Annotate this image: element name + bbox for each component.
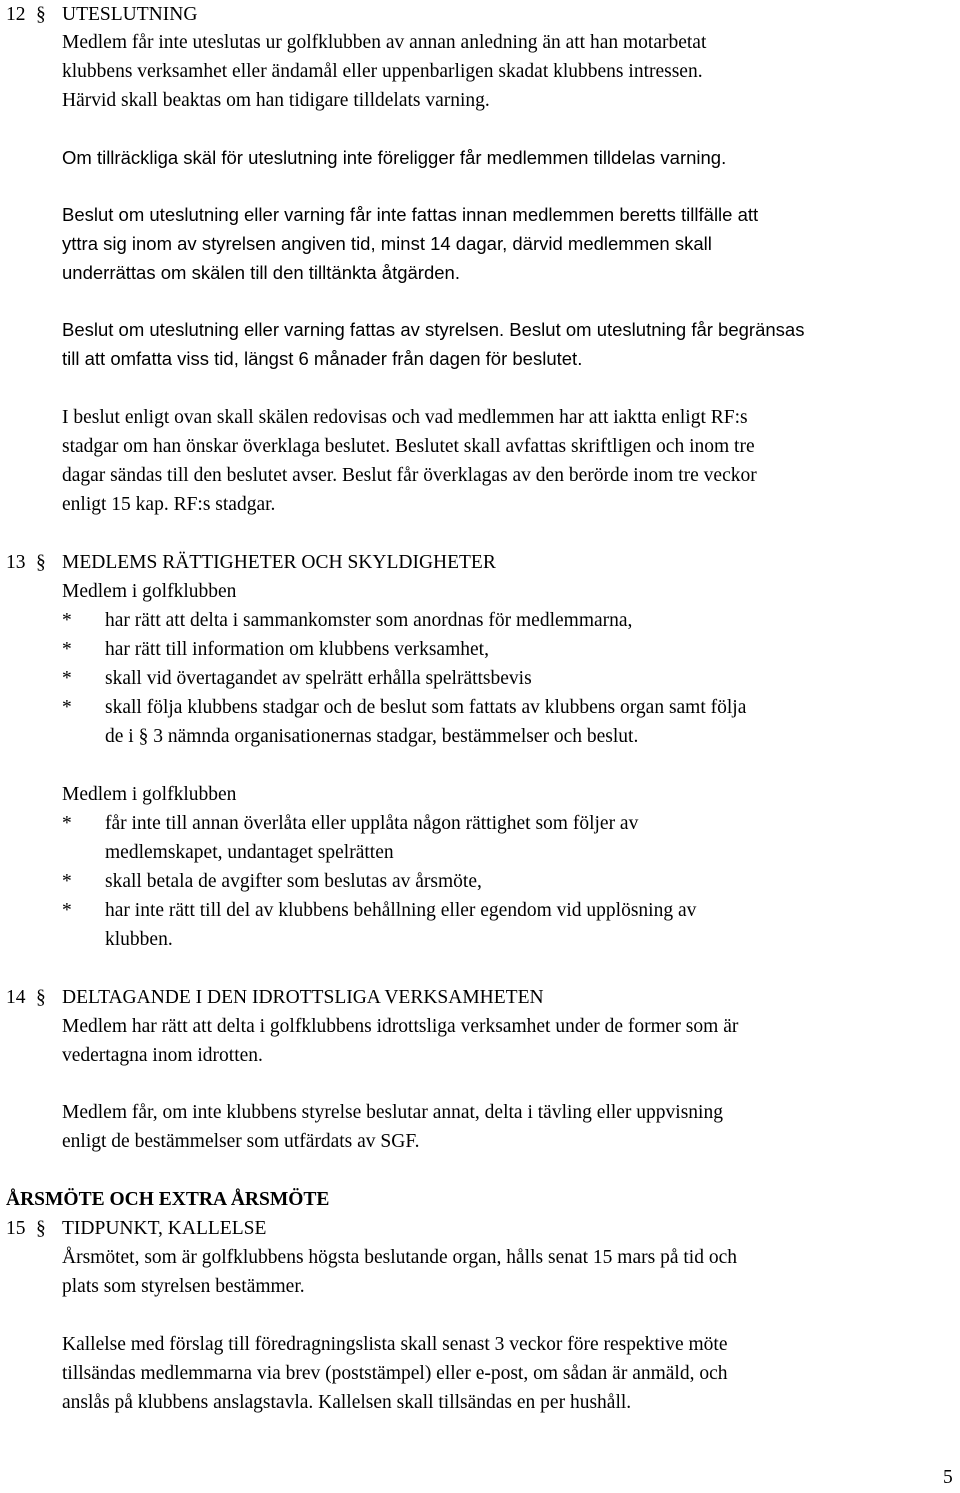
list-item: skall vid övertagandet av spelrätt erhålla spelrättsbevis xyxy=(105,668,532,689)
paragraph-line: underrättas om skälen till den tilltänkta åtgärden. xyxy=(62,262,460,283)
bullet-marker: * xyxy=(62,871,72,892)
paragraph-line: plats som styrelsen bestämmer. xyxy=(62,1276,305,1297)
paragraph-line: enligt de bestämmelser som utfärdats av SGF. xyxy=(62,1131,420,1152)
section-sign: § xyxy=(36,4,46,25)
section-13-heading xyxy=(6,548,496,577)
list-item: skall följa klubbens stadgar och de beslut som fattats av klubbens organ samt följa xyxy=(105,697,747,718)
section-title: UTESLUTNING xyxy=(62,4,198,25)
paragraph-line: Om tillräckliga skäl för uteslutning inte föreligger får medlemmen tilldelas varning. xyxy=(62,147,727,168)
paragraph-line: Beslut om uteslutning eller varning får inte fattas innan medlemmen beretts tillfälle att xyxy=(62,204,759,225)
list-item: skall betala de avgifter som beslutas av årsmöte, xyxy=(105,871,482,892)
list-item: har rätt att delta i sammankomster som anordnas för medlemmarna, xyxy=(105,610,633,631)
bullet-marker: * xyxy=(62,639,72,660)
section-title: TIDPUNKT, KALLELSE xyxy=(62,1218,267,1239)
list-item: har rätt till information om klubbens verksamhet, xyxy=(105,639,489,660)
section-sign: § xyxy=(36,987,46,1008)
paragraph-line: enligt 15 kap. RF:s stadgar. xyxy=(62,494,276,515)
bullet-marker: * xyxy=(62,668,72,689)
paragraph-line: Medlem i golfklubben xyxy=(62,784,237,805)
paragraph-line: Medlem i golfklubben xyxy=(62,581,237,602)
section-sign: § xyxy=(36,552,46,573)
paragraph-line: tillsändas medlemmarna via brev (poststämpel) eller e-post, om sådan är anmäld, och xyxy=(62,1363,728,1384)
section-title: DELTAGANDE I DEN IDROTTSLIGA VERKSAMHETEN xyxy=(62,987,544,1008)
section-number: 15 xyxy=(6,1218,26,1239)
bullet-marker: * xyxy=(62,610,72,631)
section-12-heading xyxy=(6,0,197,29)
bullet-marker: * xyxy=(62,697,72,718)
section-15-heading xyxy=(6,1214,266,1243)
paragraph-line: I beslut enligt ovan skall skälen redovisas och vad medlemmen har att iaktta enligt RF:s xyxy=(62,407,748,428)
section-sign: § xyxy=(36,1218,46,1239)
bullet-marker: * xyxy=(62,900,72,921)
paragraph-line: Kallelse med förslag till föredragningslista skall senast 3 veckor före respektive möte xyxy=(62,1334,728,1355)
list-item: får inte till annan överlåta eller upplåta någon rättighet som följer av xyxy=(105,813,639,834)
paragraph-line: yttra sig inom av styrelsen angiven tid, minst 14 dagar, därvid medlemmen skall xyxy=(62,233,712,254)
list-item-continuation: klubben. xyxy=(105,929,173,950)
paragraph-line: Medlem får inte uteslutas ur golfklubben av annan anledning än att han motarbetat xyxy=(62,32,707,53)
section-number: 12 xyxy=(6,4,26,25)
paragraph-line: dagar sändas till den beslutet avser. Beslut får överklagas av den berörde inom tre veckor xyxy=(62,465,757,486)
paragraph-line: vedertagna inom idrotten. xyxy=(62,1045,263,1066)
paragraph-line: anslås på klubbens anslagstavla. Kallelsen skall tillsändas en per hushåll. xyxy=(62,1392,632,1413)
list-item-continuation: de i § 3 nämnda organisationernas stadgar, bestämmelser och beslut. xyxy=(105,726,639,747)
list-item: har inte rätt till del av klubbens behållning eller egendom vid upplösning av xyxy=(105,900,697,921)
paragraph-line: Medlem får, om inte klubbens styrelse beslutar annat, delta i tävling eller uppvisning xyxy=(62,1102,723,1123)
paragraph-line: till att omfatta viss tid, längst 6 månader från dagen för beslutet. xyxy=(62,348,583,369)
paragraph-line: Medlem har rätt att delta i golfklubbens idrottsliga verksamhet under de former som är xyxy=(62,1016,739,1037)
page-number: 5 xyxy=(943,1467,953,1488)
paragraph-line: stadgar om han önskar överklaga beslutet. Beslutet skall avfattas skriftligen och inom tre xyxy=(62,436,755,457)
paragraph-line: klubbens verksamhet eller ändamål eller uppenbarligen skadat klubbens intressen. xyxy=(62,61,703,82)
bullet-marker: * xyxy=(62,813,72,834)
section-number: 13 xyxy=(6,552,26,573)
paragraph-line: Härvid skall beaktas om han tidigare tilldelats varning. xyxy=(62,90,490,111)
paragraph-line: Beslut om uteslutning eller varning fattas av styrelsen. Beslut om uteslutning får begränsas xyxy=(62,319,805,340)
chapter-heading: ÅRSMÖTE OCH EXTRA ÅRSMÖTE xyxy=(6,1189,330,1210)
paragraph-line: Årsmötet, som är golfklubbens högsta beslutande organ, hålls senat 15 mars på tid och xyxy=(62,1247,737,1268)
section-title: MEDLEMS RÄTTIGHETER OCH SKYLDIGHETER xyxy=(62,552,496,573)
list-item-continuation: medlemskapet, undantaget spelrätten xyxy=(105,842,394,863)
section-14-heading xyxy=(6,983,544,1012)
section-number: 14 xyxy=(6,987,26,1008)
